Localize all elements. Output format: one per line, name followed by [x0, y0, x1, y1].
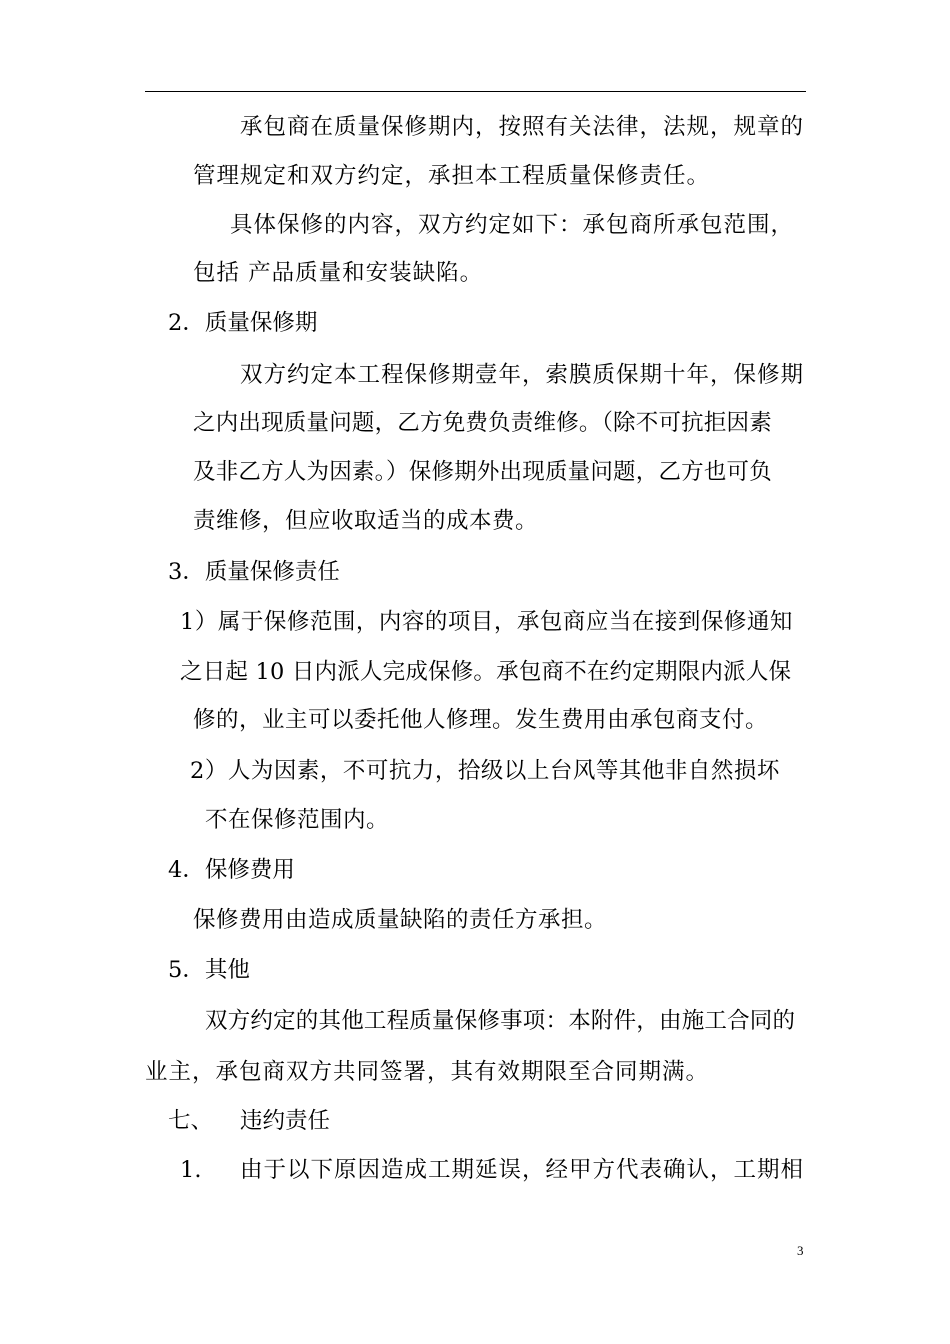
paragraph-line: 双方约定本工程保修期壹年，索膜质保期十年，保修期 [240, 362, 805, 388]
paragraph-line: 承包商在质量保修期内，按照有关法律，法规，规章的 [240, 114, 805, 140]
paragraph-line: 业主，承包商双方共同签署，其有效期限至合同期满。 [145, 1059, 710, 1085]
item-1-text: 由于以下原因造成工期延误，经甲方代表确认，工期相 [240, 1157, 805, 1183]
section-heading: 4．保修费用 [168, 857, 295, 883]
paragraph-line: 及非乙方人为因素。）保修期外出现质量问题，乙方也可负 [193, 459, 772, 485]
section-7-title: 违约责任 [240, 1108, 331, 1134]
paragraph-line: 管理规定和双方约定，承担本工程质量保修责任。 [193, 163, 711, 189]
paragraph-line: 包括 产品质量和安装缺陷。 [193, 260, 484, 286]
paragraph-line: 双方约定的其他工程质量保修事项：本附件，由施工合同的 [205, 1008, 796, 1034]
paragraph-line: 修的，业主可以委托他人修理。发生费用由承包商支付。 [193, 707, 769, 733]
page-number: 3 [797, 1243, 804, 1258]
section-heading: 2．质量保修期 [168, 310, 318, 336]
section-heading: 5．其他 [168, 957, 250, 983]
paragraph-line: 1）属于保修范围，内容的项目，承包商应当在接到保修通知 [180, 609, 793, 635]
header-rule [145, 91, 806, 92]
item-1-number: 1. [180, 1157, 202, 1183]
section-heading: 3．质量保修责任 [168, 559, 340, 585]
section-7-number: 七、 [168, 1108, 214, 1134]
paragraph-line: 保修费用由造成质量缺陷的责任方承担。 [193, 907, 608, 933]
paragraph-line: 2）人为因素，不可抗力，拾级以上台风等其他非自然损坏 [190, 758, 780, 784]
paragraph-line: 不在保修范围内。 [205, 807, 390, 833]
paragraph-line: 之内出现质量问题，乙方免费负责维修。（除不可抗拒因素 [193, 410, 772, 436]
paragraph-line: 责维修，但应收取适当的成本费。 [193, 508, 539, 534]
paragraph-line: 之日起 10 日内派人完成保修。承包商不在约定期限内派人保 [180, 659, 792, 685]
paragraph-line: 具体保修的内容，双方约定如下：承包商所承包范围， [230, 212, 795, 238]
